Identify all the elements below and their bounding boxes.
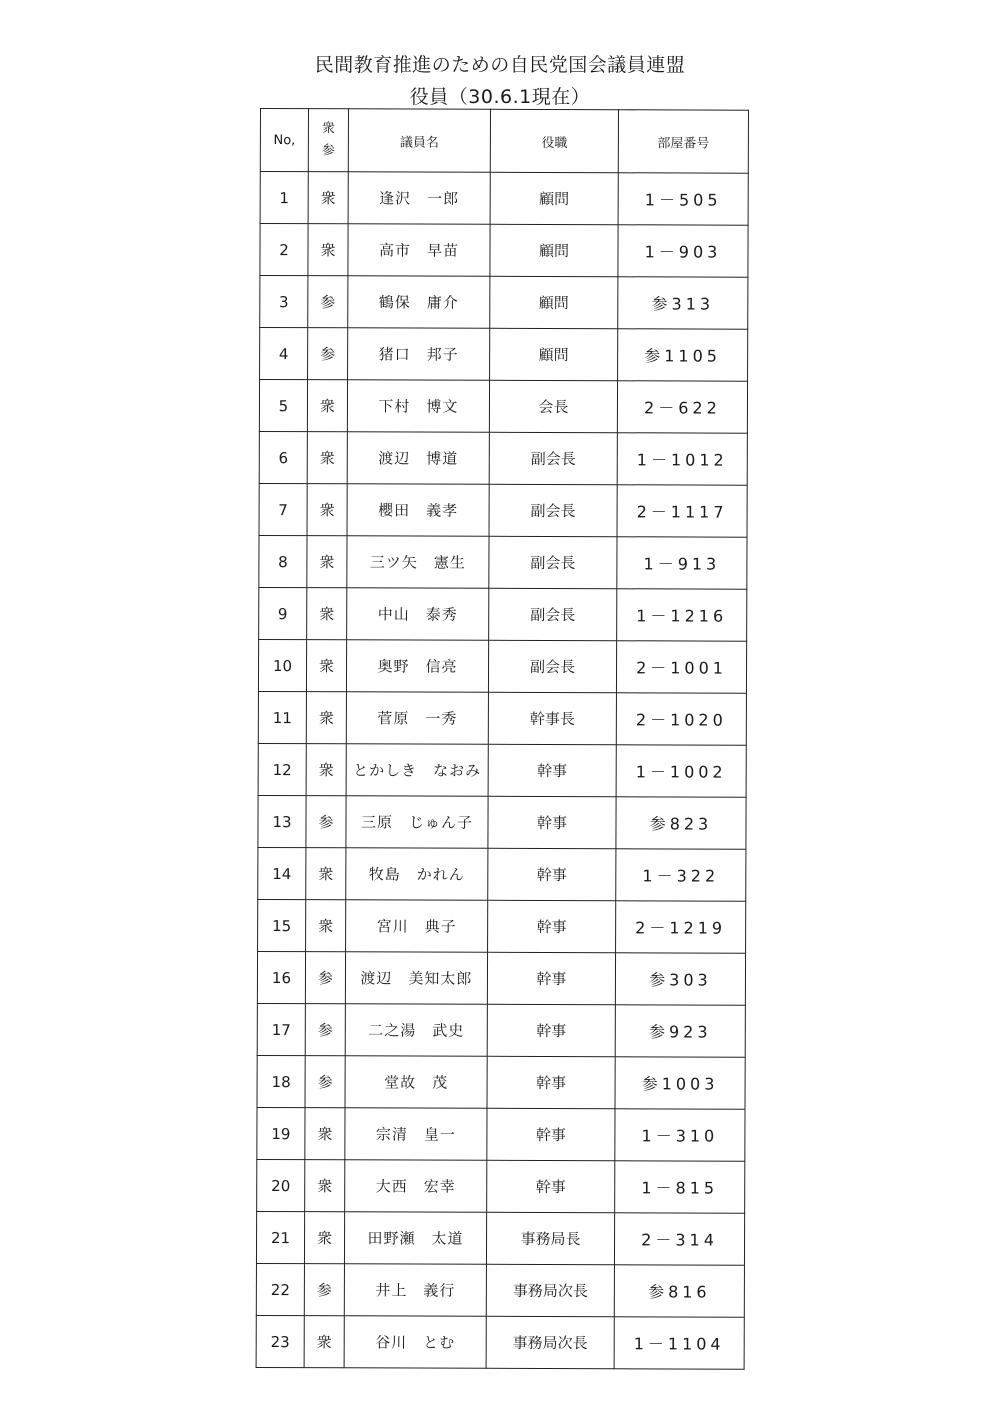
cell-room-number: 参1105 (618, 329, 748, 381)
cell-chamber: 参 (308, 328, 348, 380)
cell-no: 18 (257, 1055, 305, 1107)
cell-member-name: 牧島 かれん (346, 848, 488, 900)
cell-no: 1 (260, 172, 308, 224)
cell-room-number: 2－1001 (616, 641, 746, 693)
cell-room-number: 1－1216 (617, 589, 747, 641)
cell-member-name: 井上 義行 (344, 1264, 486, 1316)
cell-chamber: 衆 (304, 1316, 344, 1368)
header-role: 役職 (490, 109, 618, 172)
table-row (259, 535, 747, 589)
table-row (258, 847, 746, 901)
cell-chamber: 参 (308, 276, 348, 328)
table-row (260, 276, 748, 330)
cell-member-name: とかしき なおみ (346, 744, 488, 796)
table-row (258, 743, 746, 797)
cell-role: 幹事 (487, 1004, 615, 1056)
cell-role: 副会長 (489, 484, 617, 536)
table-row (260, 224, 748, 278)
table-body (256, 172, 748, 1370)
cell-room-number: 1－310 (615, 1109, 745, 1161)
cell-chamber: 衆 (306, 640, 346, 692)
table-row (259, 587, 747, 641)
cell-member-name: 中山 泰秀 (347, 588, 489, 640)
cell-chamber: 参 (305, 1056, 345, 1108)
cell-room-number: 参923 (615, 1005, 745, 1057)
table-row (258, 899, 746, 953)
header-chamber-bottom: 参 (321, 143, 335, 159)
table-row (260, 172, 748, 226)
cell-member-name: 鶴保 庸介 (348, 276, 490, 328)
cell-role: 事務局次長 (486, 1264, 614, 1316)
cell-role: 副会長 (489, 536, 617, 588)
document-title: 民間教育推進のための自民党国会議員連盟 (314, 54, 686, 76)
cell-room-number: 1－913 (617, 537, 747, 589)
cell-role: 幹事長 (488, 692, 616, 744)
header-no: No, (260, 109, 308, 172)
table-row (259, 431, 747, 485)
cell-no: 19 (257, 1107, 305, 1159)
cell-member-name: 谷川 とむ (344, 1316, 486, 1368)
cell-no: 20 (257, 1159, 305, 1211)
table-header-row (260, 109, 748, 174)
cell-member-name: 逢沢 一郎 (348, 172, 490, 224)
cell-role: 幹事 (487, 1160, 615, 1212)
cell-no: 21 (256, 1211, 304, 1263)
cell-member-name: 二之湯 武史 (345, 1004, 487, 1056)
cell-member-name: 三ツ矢 憲生 (347, 536, 489, 588)
cell-no: 12 (258, 743, 306, 795)
cell-room-number: 2－1219 (616, 901, 746, 953)
cell-chamber: 衆 (305, 1160, 345, 1212)
cell-chamber: 参 (306, 796, 346, 848)
cell-room-number: 1－322 (616, 849, 746, 901)
cell-chamber: 衆 (307, 536, 347, 588)
cell-role: 幹事 (488, 900, 616, 952)
cell-member-name: 渡辺 博道 (347, 432, 489, 484)
cell-role: 顧問 (490, 172, 618, 224)
cell-room-number: 参1003 (615, 1057, 745, 1109)
table-row (259, 483, 747, 537)
table-row (258, 691, 746, 745)
cell-member-name: 高市 早苗 (348, 224, 490, 276)
cell-no: 2 (260, 224, 308, 276)
cell-chamber: 衆 (306, 848, 346, 900)
cell-room-number: 1－903 (618, 225, 748, 277)
cell-room-number: 2－1020 (616, 693, 746, 745)
cell-role: 幹事 (488, 796, 616, 848)
cell-no: 11 (258, 691, 306, 743)
cell-member-name: 下村 博文 (347, 380, 489, 432)
cell-chamber: 衆 (307, 588, 347, 640)
cell-member-name: 猪口 邦子 (348, 328, 490, 380)
cell-chamber: 衆 (304, 1212, 344, 1264)
cell-room-number: 2－622 (617, 381, 747, 433)
cell-role: 副会長 (488, 640, 616, 692)
table-row (256, 1211, 744, 1265)
cell-no: 9 (259, 587, 307, 639)
table-row (257, 951, 745, 1005)
cell-no: 3 (260, 276, 308, 328)
cell-no: 16 (257, 951, 305, 1003)
cell-member-name: 大西 宏幸 (345, 1160, 487, 1212)
cell-no: 5 (259, 380, 307, 432)
cell-role: 副会長 (489, 432, 617, 484)
cell-member-name: 宮川 典子 (346, 900, 488, 952)
table-row (257, 1055, 745, 1109)
cell-room-number: 1－1012 (617, 433, 747, 485)
cell-room-number: 参823 (616, 797, 746, 849)
cell-chamber: 衆 (306, 692, 346, 744)
cell-no: 6 (259, 431, 307, 483)
table-row (258, 639, 746, 693)
cell-member-name: 櫻田 義孝 (347, 484, 489, 536)
cell-role: 事務局長 (486, 1212, 614, 1264)
cell-no: 23 (256, 1315, 304, 1367)
cell-member-name: 菅原 一秀 (346, 692, 488, 744)
cell-room-number: 2－1117 (617, 485, 747, 537)
cell-chamber: 参 (304, 1264, 344, 1316)
cell-member-name: 渡辺 美知太郎 (345, 952, 487, 1004)
cell-no: 14 (258, 847, 306, 899)
cell-chamber: 衆 (306, 744, 346, 796)
cell-chamber: 衆 (305, 1108, 345, 1160)
cell-room-number: 参313 (618, 277, 748, 329)
cell-role: 顧問 (490, 276, 618, 328)
table-row (256, 1315, 744, 1369)
cell-no: 17 (257, 1003, 305, 1055)
cell-room-number: 2－314 (614, 1213, 744, 1265)
cell-role: 顧問 (490, 224, 618, 276)
cell-room-number: 1－505 (618, 173, 748, 225)
table-row (258, 795, 746, 849)
table-row (256, 1263, 744, 1317)
header-chamber (308, 109, 348, 172)
table-row (257, 1159, 745, 1213)
cell-chamber: 衆 (307, 432, 347, 484)
cell-member-name: 田野瀬 太道 (344, 1212, 486, 1264)
cell-role: 顧問 (490, 328, 618, 380)
table-row (259, 380, 747, 434)
cell-no: 10 (258, 639, 306, 691)
cell-chamber: 衆 (307, 380, 347, 432)
cell-role: 幹事 (488, 744, 616, 796)
cell-room-number: 参303 (615, 953, 745, 1005)
cell-no: 22 (256, 1263, 304, 1315)
cell-room-number: 1－1002 (616, 745, 746, 797)
cell-no: 8 (259, 535, 307, 587)
cell-member-name: 三原 じゅん子 (346, 796, 488, 848)
cell-role: 事務局次長 (486, 1316, 614, 1368)
cell-role: 幹事 (487, 952, 615, 1004)
cell-no: 15 (258, 899, 306, 951)
cell-role: 会長 (489, 380, 617, 432)
table-row (257, 1107, 745, 1161)
cell-chamber: 衆 (308, 172, 348, 224)
cell-role: 副会長 (489, 588, 617, 640)
cell-room-number: 1－815 (615, 1161, 745, 1213)
cell-no: 13 (258, 795, 306, 847)
cell-no: 4 (260, 328, 308, 380)
cell-role: 幹事 (487, 1108, 615, 1160)
cell-room-number: 1－1104 (614, 1317, 744, 1369)
cell-chamber: 参 (305, 952, 345, 1004)
header-name: 議員名 (348, 109, 490, 172)
table-row (257, 1003, 745, 1057)
cell-role: 幹事 (488, 848, 616, 900)
cell-no: 7 (259, 483, 307, 535)
header-chamber-top: 衆 (321, 121, 335, 137)
cell-chamber: 衆 (308, 224, 348, 276)
cell-chamber: 衆 (307, 484, 347, 536)
header-room: 部屋番号 (618, 110, 748, 173)
table-row (260, 328, 748, 382)
cell-chamber: 参 (305, 1004, 345, 1056)
officers-table (256, 108, 749, 1370)
cell-room-number: 参816 (614, 1265, 744, 1317)
document-subtitle: 役員（30.6.1現在） (409, 86, 591, 108)
cell-chamber: 衆 (306, 900, 346, 952)
cell-member-name: 奥野 信亮 (346, 640, 488, 692)
cell-member-name: 堂故 茂 (345, 1056, 487, 1108)
cell-role: 幹事 (487, 1056, 615, 1108)
cell-member-name: 宗清 皇一 (345, 1108, 487, 1160)
